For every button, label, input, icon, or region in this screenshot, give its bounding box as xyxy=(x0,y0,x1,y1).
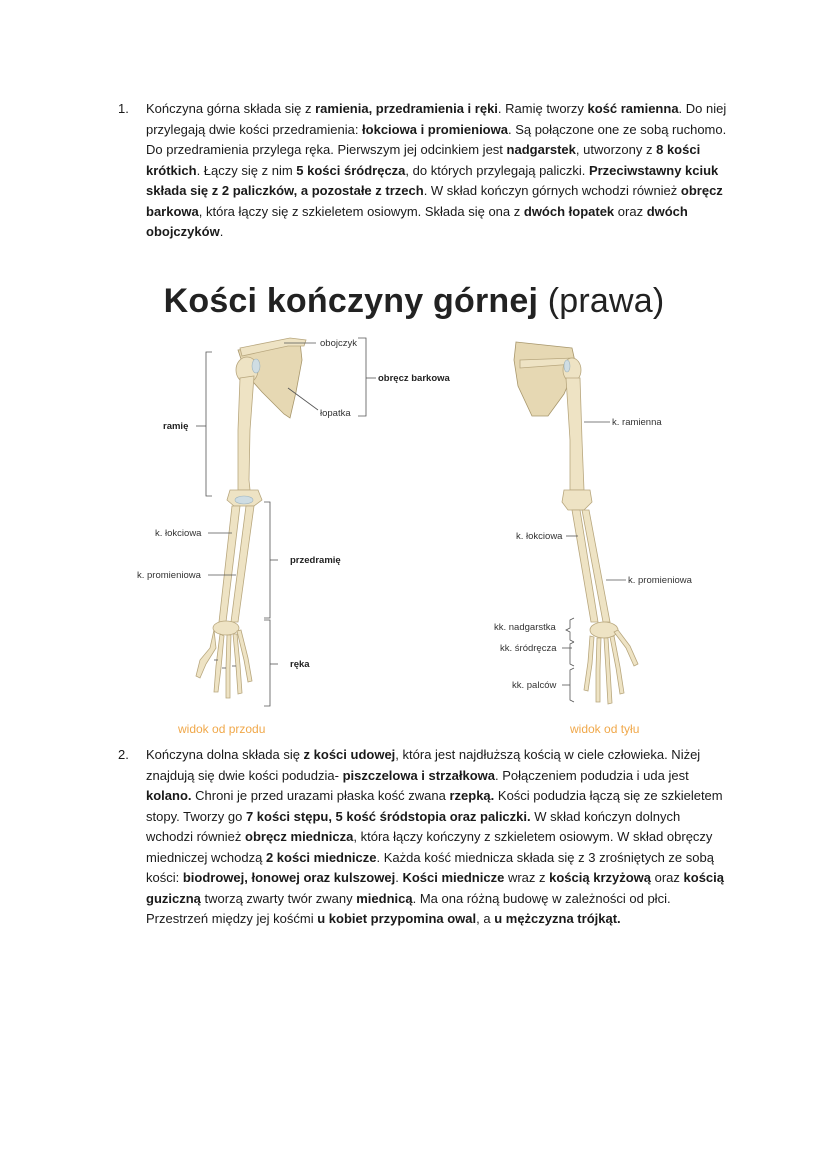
text-run: . xyxy=(395,870,403,885)
bold-term: u kobiet przypomina owal xyxy=(317,911,477,926)
bold-term: 7 kości stępu, 5 kość śródstopia oraz paliczki. xyxy=(245,808,531,824)
label-obrecz-barkowa: obręcz barkowa xyxy=(378,373,450,384)
label-reka: ręka xyxy=(290,659,310,670)
text-run: , która łączy się z szkieletem osiowym. Składa się ona z xyxy=(198,203,524,219)
bold-term: kością krzyżową xyxy=(549,870,652,885)
label-obojczyk: obojczyk xyxy=(320,338,357,349)
text-run: . Łączy się z nim xyxy=(196,162,297,178)
text-run: , która łączy kończyny z szkieletem osiowym. W skład obręczy miedniczej wchodzą xyxy=(146,829,713,865)
label-k-ramienna: k. ramienna xyxy=(612,417,662,428)
text-run: W skład kończyn dolnych wchodzi również xyxy=(146,808,681,844)
text-run: , utworzony z xyxy=(575,142,657,157)
arm-skeleton-figure xyxy=(0,330,828,742)
paragraph-text xyxy=(146,99,728,243)
text-run: oraz xyxy=(614,203,647,219)
bold-term: nadgarstek xyxy=(506,142,576,157)
list-number: 2. xyxy=(118,747,129,762)
text-run: , a xyxy=(476,911,495,926)
bold-term: obręcz barkowa xyxy=(146,183,723,219)
text-run: , która jest najdłuższą kością w ciele człowieka. Niżej znajdują się dwie kości podudzia- xyxy=(146,747,701,783)
bold-term: kość ramienna xyxy=(587,101,679,116)
bracket-ramie xyxy=(206,352,212,496)
label-k-promieniowa-back: k. promieniowa xyxy=(628,575,692,586)
bold-term: kością guziczną xyxy=(146,870,725,906)
label-przedramie: przedramię xyxy=(290,555,341,566)
bold-term: miednicą xyxy=(356,890,413,906)
label-k-lokciowa-back: k. łokciowa xyxy=(516,531,563,542)
text-run: wraz z xyxy=(504,870,550,885)
text-run: Kończyna górna składa się z xyxy=(146,101,316,116)
label-ramie: ramię xyxy=(163,421,189,432)
paragraph-2 xyxy=(118,745,728,930)
label-k-promieniowa-front: k. promieniowa xyxy=(137,570,201,581)
caption-back: widok od tyłu xyxy=(570,722,640,736)
figure-title-bold: Kości kończyny górnej xyxy=(163,282,539,320)
bold-term: piszczelowa i strzałkowa xyxy=(342,767,496,783)
label-kk-nadgarstka: kk. nadgarstka xyxy=(494,622,556,633)
bold-term: dwóch obojczyków xyxy=(146,203,688,239)
bracket-srodrecza xyxy=(570,642,574,666)
bold-term: dwóch łopatek xyxy=(523,203,615,219)
text-run: . W skład kończyn górnych wchodzi również xyxy=(423,183,681,198)
bold-term: rzepką. xyxy=(449,788,495,803)
caption-front: widok od przodu xyxy=(178,722,266,736)
text-run: . Są połączone one ze sobą ruchomo. Do przedramienia przylega ręka. Pierwszym jej odcinkiem jest xyxy=(146,121,727,157)
bracket-palcow xyxy=(570,668,574,702)
text-run: Kończyna dolna składa się xyxy=(146,747,304,762)
bold-term: u mężczyzna trójkąt. xyxy=(494,911,621,926)
humerus-front xyxy=(238,376,254,490)
bold-term: obręcz miednicza xyxy=(245,829,354,844)
bold-term: ramienia, przedramienia i ręki xyxy=(315,101,498,116)
text-run: . Ma ona różną budowę w zależności od płci. Przestrzeń między jej kośćmi xyxy=(146,890,671,926)
bold-term: kolano. xyxy=(146,788,192,803)
bracket-reka xyxy=(264,620,270,706)
text-run: . Każda kość miednicza składa się z 3 zrośniętych ze sobą kości: xyxy=(146,849,714,885)
paragraph-1 xyxy=(118,99,728,243)
text-run: . xyxy=(219,224,224,239)
bold-term: biodrowej, łonowej oraz kulszowej xyxy=(182,870,396,885)
label-kk-palcow: kk. palców xyxy=(512,680,557,691)
bold-term: 8 kości krótkich xyxy=(146,142,701,178)
text-run: . Połączeniem podudzia i uda jest xyxy=(495,767,689,783)
front-view-illustration xyxy=(137,338,451,736)
text-run: Chroni je przed urazami płaska kość zwana xyxy=(191,788,450,803)
hand-front xyxy=(196,630,252,698)
paragraph-text xyxy=(146,745,728,930)
label-k-lokciowa-front: k. łokciowa xyxy=(155,528,202,539)
bracket-przedramie xyxy=(264,502,270,618)
carpals-back xyxy=(590,622,618,638)
carpals-front xyxy=(213,621,239,635)
bold-term: z kości udowej xyxy=(303,747,396,762)
figure-title xyxy=(0,282,828,321)
text-run: . Do niej przylegają dwie kości przedramienia: xyxy=(146,101,727,137)
bracket-obrecz xyxy=(358,338,366,416)
text-run: , do których przylegają paliczki. xyxy=(405,162,589,178)
text-run: tworzą zwarty twór zwany xyxy=(200,890,357,906)
bold-term: 2 kości miednicze xyxy=(265,849,377,865)
list-number: 1. xyxy=(118,101,129,116)
back-view-illustration xyxy=(494,342,693,736)
figure-title-normal: (prawa) xyxy=(538,282,665,320)
label-lopatka: łopatka xyxy=(320,408,351,419)
bold-term: Kości miednicze xyxy=(402,870,505,885)
hand-back xyxy=(584,630,638,704)
bold-term: Przeciwstawny kciuk składa się z 2 paliczków, a pozostałe z trzech xyxy=(146,162,719,198)
bracket-nadgarstka xyxy=(566,618,574,642)
bold-term: 5 kości śródręcza xyxy=(296,162,406,178)
bold-term: łokciowa i promieniowa xyxy=(362,121,508,137)
humerus-back xyxy=(566,378,584,490)
label-kk-srodrecza: kk. śródręcza xyxy=(500,643,557,654)
text-run: oraz xyxy=(651,870,684,885)
text-run: Kości podudzia łączą się ze szkieletem stopy. Tworzy go xyxy=(146,788,723,824)
text-run: . Ramię tworzy xyxy=(497,101,588,116)
